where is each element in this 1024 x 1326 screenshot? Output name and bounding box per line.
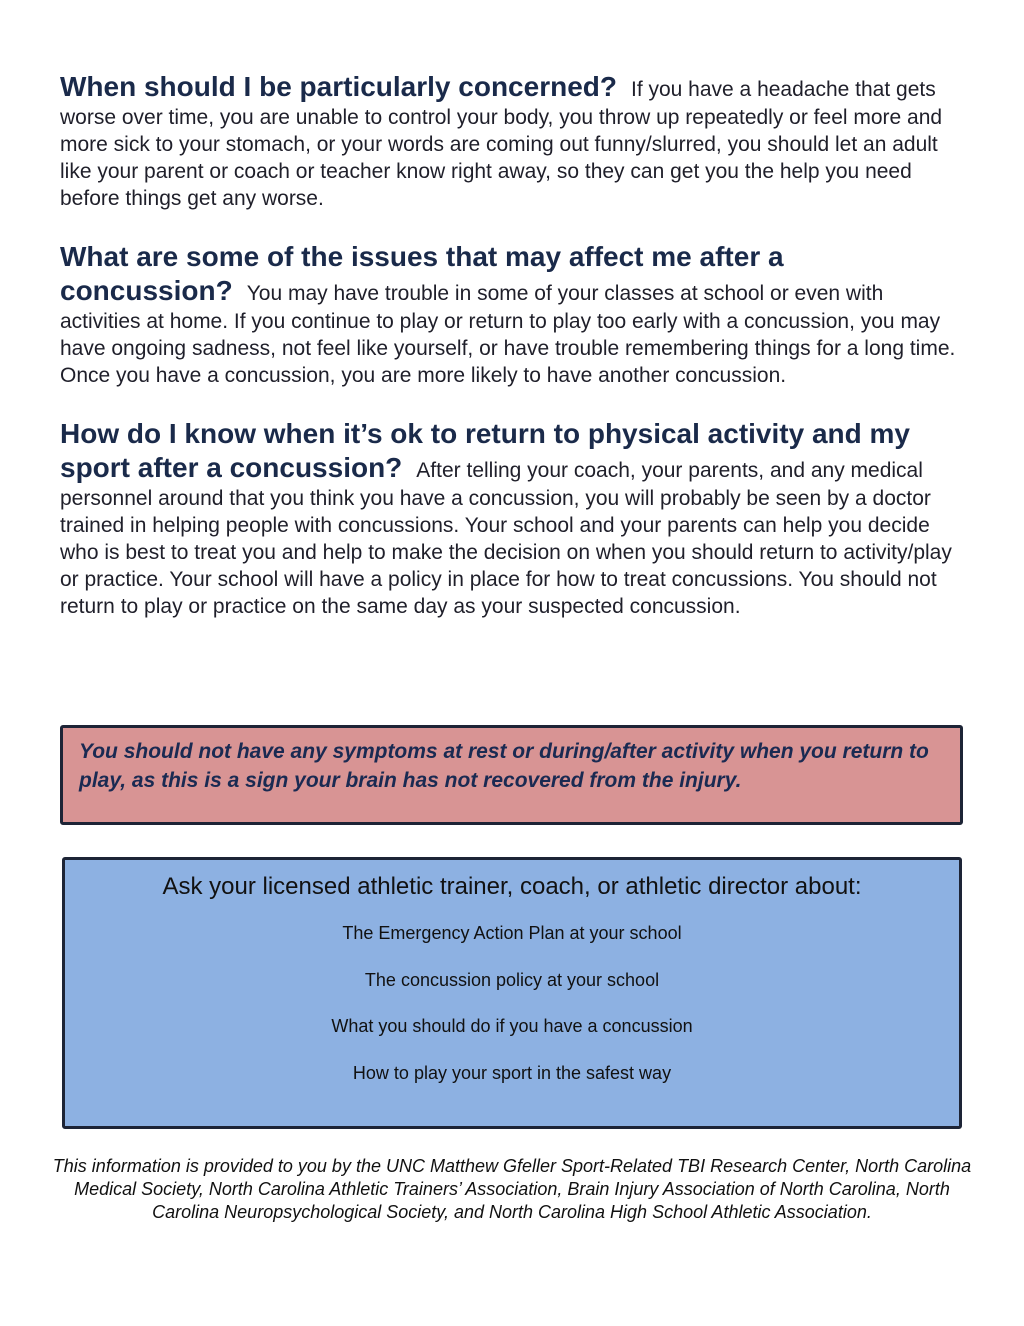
faq-section-return	[60, 417, 960, 620]
credit-footer: This information is provided to you by the UNC Matthew Gfeller Sport-Related TBI Research Center, North Carolina Medical Society, North Carolina Athletic Trainers’ Association, Brain Injury Association of North Carolina, North Carolina Neuropsychological Society, and North Carolina High School Athletic Association.	[52, 1156, 972, 1222]
section-answer: If you have a headache that gets worse over time, you are unable to control your body, you throw up repeatedly or feel more and more sick to your stomach, or your words are coming out funny/slurred, you should let an adult like your parent or coach or teacher know right away, so they can get you the help you need before things get any worse.	[60, 78, 943, 210]
warning-text: You should not have any symptoms at rest or during/after activity when you return to play, as this is a sign your brain has not recovered from the injury.	[79, 740, 929, 792]
section-heading: What are some of the issues that may affect me after a concussion?	[60, 241, 784, 306]
section-answer: After telling your coach, your parents, and any medical personnel around that you think you have a concussion, you will probably be seen by a doctor trained in helping people with concussions. Your school and your parents can help you decide who is best to treat you and help to make the decision on when you should return to activity/play or practice. Your school will have a policy in place for how to treat concussions. You should not return to play or practice on the same day as your suspected concussion.	[60, 459, 952, 618]
ask-list-item: How to play your sport in the safest way	[352, 1062, 672, 1083]
section-answer: You may have trouble in some of your classes at school or even with activities at home. If you continue to play or return to play too early with a concussion, you may have ongoing sadness, not feel like yourself, or have trouble remembering things for a long time. Once you have a concussion, you are more likely to have another concussion.	[60, 282, 956, 387]
ask-title: Ask your licensed athletic trainer, coach, or athletic director about:	[162, 873, 862, 900]
ask-list-item: What you should do if you have a concussion	[331, 1016, 693, 1036]
ask-list	[65, 922, 959, 1108]
ask-list-item: The concussion policy at your school	[364, 969, 660, 990]
warning-callout	[60, 725, 963, 825]
section-heading: How do I know when it’s ok to return to physical activity and my sport after a concussion?	[60, 418, 910, 483]
faq-section-issues	[60, 240, 960, 389]
ask-list-item: The Emergency Action Plan at your school	[342, 923, 682, 943]
section-heading: When should I be particularly concerned?	[60, 71, 617, 102]
faq-section-concern	[60, 70, 960, 212]
ask-callout	[62, 857, 962, 1129]
document-body	[60, 70, 960, 648]
